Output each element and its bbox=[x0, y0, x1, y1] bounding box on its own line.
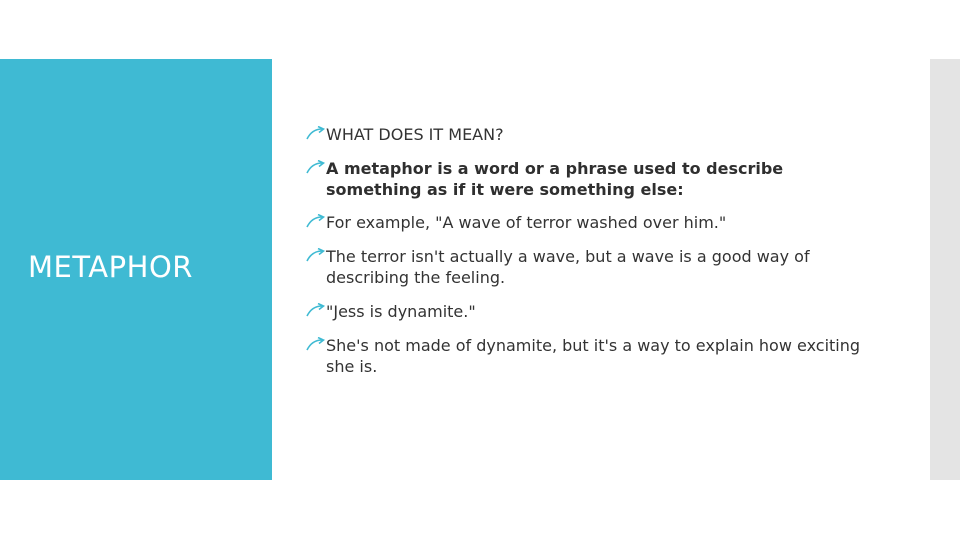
bullet-text: "Jess is dynamite." bbox=[326, 302, 476, 321]
arrow-bullet-icon bbox=[306, 214, 326, 228]
bullet-explanation-2 bbox=[312, 335, 882, 377]
bullet-list bbox=[312, 124, 882, 377]
bullet-text: A metaphor is a word or a phrase used to describe something as if it were something else: bbox=[326, 159, 784, 199]
bullet-example-1 bbox=[312, 212, 882, 233]
bullet-explanation-1 bbox=[312, 246, 882, 288]
right-decorative-strip bbox=[930, 59, 960, 480]
bullet-example-2 bbox=[312, 301, 882, 322]
bullet-text: WHAT DOES IT MEAN? bbox=[326, 125, 504, 144]
slide-title: METAPHOR bbox=[28, 250, 193, 284]
bullet-text: The terror isn't actually a wave, but a wave is a good way of describing the feeling. bbox=[326, 247, 810, 287]
bullet-what-does-it-mean bbox=[312, 124, 882, 145]
arrow-bullet-icon bbox=[306, 248, 326, 262]
arrow-bullet-icon bbox=[306, 337, 326, 351]
arrow-bullet-icon bbox=[306, 126, 326, 140]
bullet-text: She's not made of dynamite, but it's a way to explain how exciting she is. bbox=[326, 336, 861, 376]
bullet-definition bbox=[312, 158, 882, 200]
bullet-text: For example, "A wave of terror washed over him." bbox=[326, 213, 727, 232]
arrow-bullet-icon bbox=[306, 303, 326, 317]
arrow-bullet-icon bbox=[306, 160, 326, 174]
